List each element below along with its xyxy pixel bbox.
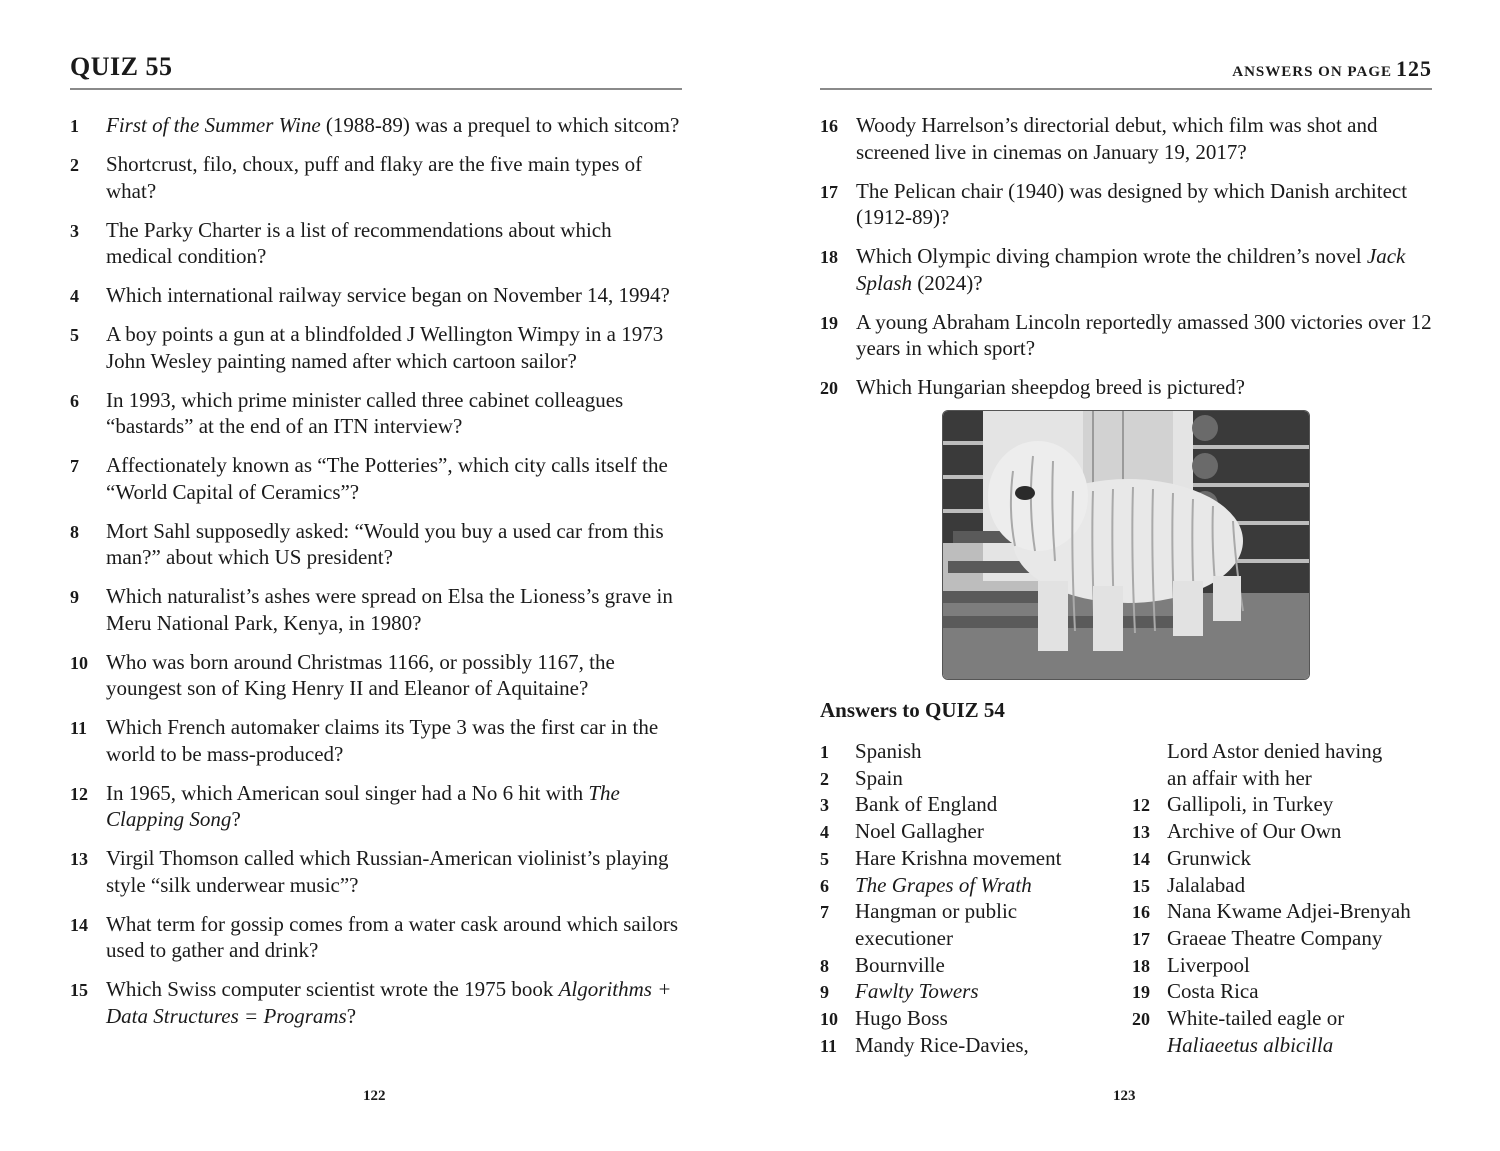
answer-item <box>1132 818 1432 845</box>
answer-number: 15 <box>1132 875 1150 896</box>
answer-text: executioner <box>855 925 953 950</box>
question-item <box>70 452 682 505</box>
answer-number: 1 <box>820 742 829 762</box>
answer-number: 9 <box>820 982 829 1003</box>
question-after: ? <box>231 807 241 831</box>
answer-text: Spanish <box>855 739 922 763</box>
answer-number: 14 <box>1132 848 1150 869</box>
question-text <box>106 650 615 701</box>
question-item <box>70 845 682 898</box>
answer-item <box>1132 872 1432 899</box>
question-text <box>106 715 658 766</box>
question-number: 11 <box>70 718 88 738</box>
answer-number: 4 <box>820 822 829 843</box>
question-text <box>106 519 664 570</box>
answer-italic: The Grapes of Wrath <box>855 872 1032 897</box>
answer-number: 17 <box>1132 928 1150 949</box>
answer-number: 11 <box>820 1035 838 1056</box>
question-text <box>106 152 642 203</box>
question-item <box>820 374 1432 401</box>
question-number: 9 <box>70 587 79 607</box>
answer-item <box>820 978 1120 1005</box>
answer-text: Archive of Our Own <box>1167 819 1342 844</box>
answer-text: Costa Rica <box>1167 979 1259 1004</box>
question-number: 20 <box>820 378 838 398</box>
question-text <box>106 113 679 137</box>
question-item <box>70 649 682 702</box>
answer-item <box>820 845 1120 872</box>
question-number: 7 <box>70 456 79 476</box>
answer-text: Hangman or public <box>855 899 1018 924</box>
answers-column-2 <box>1132 738 1432 1058</box>
answer-text: Lord Astor denied having <box>1167 739 1383 763</box>
question-number: 18 <box>820 247 838 267</box>
question-item <box>70 518 682 571</box>
question-italic: The Clapping Song <box>106 780 620 831</box>
answer-text: an affair with her <box>1167 765 1312 790</box>
dog-photo <box>942 410 1310 680</box>
question-list <box>70 112 682 1042</box>
page-number: 122 <box>363 1088 386 1104</box>
answers-column-1 <box>820 738 1120 1058</box>
question-item <box>70 780 682 833</box>
question-text <box>106 846 669 897</box>
question-after: (2024)? <box>912 270 983 295</box>
answer-item <box>820 738 1120 765</box>
answer-number: 5 <box>820 848 829 869</box>
answer-number: 10 <box>820 1009 838 1030</box>
question-text <box>856 244 1405 295</box>
answer-text: Gallipoli, in Turkey <box>1167 792 1334 817</box>
question-item <box>70 714 682 767</box>
answer-number: 6 <box>820 875 829 896</box>
question-main: Which naturalist’s ashes were spread on Elsa the Lioness’s grave in Meru National Park, Kenya, in 1980? <box>106 584 673 635</box>
page-number: 123 <box>1113 1088 1136 1104</box>
answer-number: 8 <box>820 955 829 976</box>
answer-text: Liverpool <box>1167 952 1250 977</box>
question-text <box>106 388 623 439</box>
answer-number: 12 <box>1132 795 1150 816</box>
question-number: 1 <box>70 116 79 136</box>
answer-text: Bournville <box>855 952 945 977</box>
question-item <box>70 321 682 374</box>
answer-item <box>1132 845 1432 872</box>
question-main: Which Olympic diving champion wrote the children’s novel <box>856 244 1367 268</box>
question-item <box>70 282 682 309</box>
question-number: 5 <box>70 325 79 345</box>
question-number: 2 <box>70 155 79 175</box>
page-header <box>70 52 682 90</box>
question-number: 6 <box>70 390 79 411</box>
answers-on-page-label: ANSWERS ON PAGE <box>1232 64 1392 80</box>
answer-item <box>1132 1032 1432 1059</box>
question-text <box>856 179 1407 230</box>
answer-text: Nana Kwame Adjei-Brenyah <box>1167 899 1411 924</box>
right-page <box>820 0 1432 1151</box>
answer-item <box>820 818 1120 845</box>
answer-item <box>1132 738 1432 765</box>
answer-text: Grunwick <box>1167 845 1251 870</box>
answer-number: 2 <box>820 768 829 789</box>
answer-item <box>1132 765 1432 792</box>
answers-on-page <box>1232 56 1432 82</box>
question-item <box>820 243 1432 296</box>
question-main: The Pelican chair (1940) was designed by which Danish architect (1912-89)? <box>856 178 1408 229</box>
question-main: Shortcrust, filo, choux, puff and flaky are the five main types of what? <box>106 152 643 203</box>
question-number: 15 <box>70 980 88 1000</box>
question-main: A boy points a gun at a blindfolded J Wellington Wimpy in a 1973 John Wesley painting named after which cartoon sailor? <box>106 322 664 373</box>
question-main: Who was born around Christmas 1166, or possibly 1167, the youngest son of King Henry II and Eleanor of Aquitaine? <box>106 649 615 700</box>
question-text <box>106 322 663 373</box>
question-item <box>820 112 1432 165</box>
question-text <box>856 375 1245 399</box>
page-header <box>820 52 1432 90</box>
question-text <box>106 781 620 832</box>
answer-item <box>1132 925 1432 952</box>
answer-item <box>1132 898 1432 925</box>
answer-item <box>820 1005 1120 1032</box>
question-number: 13 <box>70 849 88 869</box>
question-text <box>106 453 668 504</box>
question-main: In 1965, which American soul singer had a No 6 hit with <box>106 780 589 805</box>
question-item <box>70 151 682 204</box>
question-number: 17 <box>820 181 838 202</box>
answer-text: Noel Gallagher <box>855 819 984 844</box>
question-main: What term for gossip comes from a water cask around which sailors used to gather and drink? <box>106 911 679 962</box>
answers-title: Answers to QUIZ 54 <box>820 698 1005 722</box>
question-item <box>70 387 682 440</box>
answer-text: Hugo Boss <box>855 1006 948 1031</box>
question-item <box>70 217 682 270</box>
question-text <box>106 283 670 307</box>
answer-text: White-tailed eagle or <box>1167 1006 1345 1031</box>
question-number: 3 <box>70 220 79 241</box>
answer-item <box>820 765 1120 792</box>
question-italic: Jack Splash <box>856 244 1406 295</box>
question-italic: First of the Summer Wine <box>106 113 321 137</box>
question-main: Which international railway service began on November 14, 1994? <box>106 283 670 307</box>
answer-item <box>820 872 1120 899</box>
answer-italic: Fawlty Towers <box>855 979 979 1004</box>
question-item <box>70 583 682 636</box>
question-number: 12 <box>70 783 88 804</box>
answer-item <box>1132 791 1432 818</box>
answer-item <box>1132 952 1432 979</box>
question-text <box>106 977 671 1028</box>
question-item <box>70 112 682 139</box>
question-main: Virgil Thomson called which Russian-American violinist’s playing style “silk underwear music”? <box>106 846 669 897</box>
answer-number: 7 <box>820 902 829 923</box>
question-main: Which Hungarian sheepdog breed is pictured? <box>856 375 1245 399</box>
question-rest: (1988-89) was a prequel to which sitcom? <box>320 113 680 137</box>
answer-text: Hare Krishna movement <box>855 845 1062 870</box>
question-main: Affectionately known as “The Potteries”, which city calls itself the “World Capital of Ceramics”? <box>106 453 668 504</box>
answer-text: Mandy Rice-Davies, <box>855 1032 1029 1057</box>
question-number: 8 <box>70 521 79 542</box>
question-item <box>70 911 682 964</box>
answer-item <box>820 791 1120 818</box>
question-text <box>856 310 1432 361</box>
question-item <box>820 309 1432 362</box>
question-text <box>106 912 678 963</box>
question-item <box>820 178 1432 231</box>
question-text <box>106 218 612 269</box>
question-main: In 1993, which prime minister called three cabinet colleagues “bastards” at the end of an ITN interview? <box>106 387 624 438</box>
question-number: 16 <box>820 116 838 136</box>
answer-number: 3 <box>820 795 829 816</box>
question-number: 19 <box>820 312 838 333</box>
question-item <box>70 976 682 1029</box>
answer-text: Spain <box>855 765 903 790</box>
question-main: Which Swiss computer scientist wrote the 1975 book <box>106 977 559 1001</box>
question-main: The Parky Charter is a list of recommendations about which medical condition? <box>106 217 612 268</box>
answer-number: 19 <box>1132 982 1150 1003</box>
komondor-illustration <box>943 411 1309 679</box>
answer-item <box>1132 1005 1432 1032</box>
answer-item <box>820 925 1120 952</box>
answer-item <box>820 898 1120 925</box>
answer-number: 20 <box>1132 1009 1150 1030</box>
question-main: A young Abraham Lincoln reportedly amassed 300 victories over 12 years in which sport? <box>856 309 1432 360</box>
question-italic: Algorithms + Data Structures = Programs <box>106 977 672 1028</box>
question-text <box>856 113 1377 164</box>
question-number: 4 <box>70 286 79 306</box>
answers-page-number: 125 <box>1396 56 1432 81</box>
answer-text: Bank of England <box>855 792 998 817</box>
answer-number: 16 <box>1132 902 1150 923</box>
question-number: 14 <box>70 914 88 935</box>
question-main: Mort Sahl supposedly asked: “Would you buy a used car from this man?” about which US president? <box>106 518 664 569</box>
answer-text: Graeae Theatre Company <box>1167 925 1383 950</box>
left-page <box>70 0 682 1151</box>
answer-item <box>820 1032 1120 1059</box>
answer-text: Jalalabad <box>1167 872 1246 897</box>
answer-number: 18 <box>1132 955 1150 976</box>
answer-italic: Haliaeetus albicilla <box>1167 1032 1334 1057</box>
question-after: ? <box>346 1003 357 1028</box>
quiz-title: QUIZ 55 <box>70 52 173 81</box>
question-main: Woody Harrelson’s directorial debut, which film was shot and screened live in cinemas on January 19, 2017? <box>856 113 1378 164</box>
answer-item <box>820 952 1120 979</box>
question-text <box>106 584 673 635</box>
question-main: Which French automaker claims its Type 3 was the first car in the world to be mass-produced? <box>106 715 659 766</box>
answer-number: 13 <box>1132 822 1150 843</box>
question-number: 10 <box>70 652 88 673</box>
question-list <box>820 112 1432 413</box>
answer-item <box>1132 978 1432 1005</box>
